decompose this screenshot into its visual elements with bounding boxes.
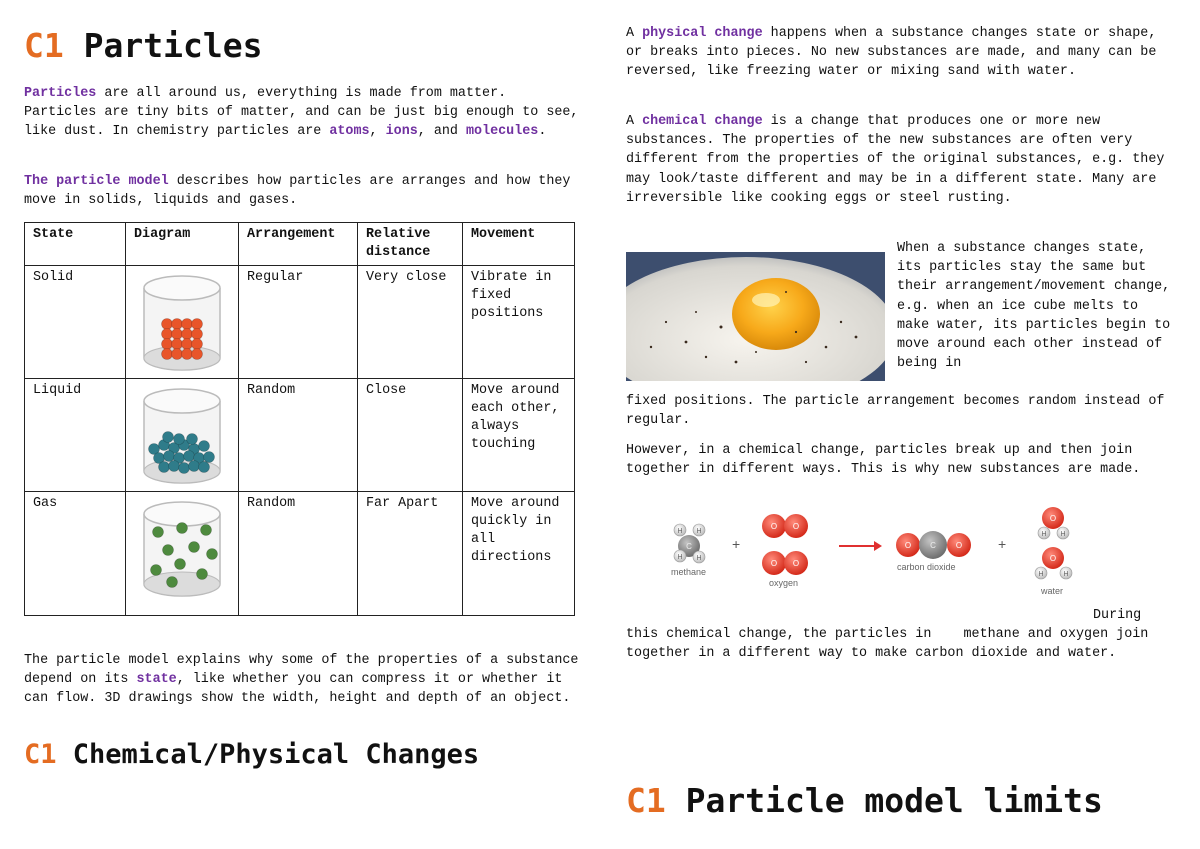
reaction-equation-diagram xyxy=(668,506,1088,598)
however-paragraph: However, in a chemical change, particles break up and then join together in different ways. This is why new substances are made. xyxy=(626,443,1141,478)
gas-particle xyxy=(153,527,164,538)
liquid-particle xyxy=(169,461,180,472)
diagram-cell xyxy=(126,379,239,492)
movement-cell: Move around each other, always touching xyxy=(463,379,575,492)
svg-text:H: H xyxy=(1060,531,1066,538)
table-header-row xyxy=(25,223,575,266)
reaction-arrow xyxy=(839,541,882,551)
solid-particle xyxy=(192,329,203,340)
state-change-side-text: When a substance changes state, its particles stay the same but their arrangement/movement change, e.g. when an ice cube melts to make water, its particles begin to move around each other instead of being in xyxy=(897,241,1171,372)
svg-text:O: O xyxy=(1049,514,1057,523)
solid-particle xyxy=(162,319,173,330)
table-row xyxy=(25,492,575,616)
states-table xyxy=(24,222,575,616)
during-paragraph: this chemical change, the particles in methane and oxygen join together in a different way to make carbon dioxide and water. xyxy=(626,627,1157,662)
state-cell: Solid xyxy=(25,266,126,379)
svg-text:H: H xyxy=(677,528,683,535)
gas-particle xyxy=(197,569,208,580)
gas-particle xyxy=(151,565,162,576)
page-title: C1 Particles xyxy=(24,26,263,65)
solid-particle xyxy=(172,349,183,360)
distance-cell: Very close xyxy=(358,266,463,379)
solid-particle xyxy=(192,349,203,360)
svg-text:H: H xyxy=(696,528,702,535)
svg-text:O: O xyxy=(792,559,800,568)
movement-cell: Move around quickly in all directions xyxy=(463,492,575,616)
svg-text:H: H xyxy=(1038,571,1044,578)
solid-particle xyxy=(182,329,193,340)
chemical-change-paragraph: A chemical change is a change that produces one or more new substances. The properties of the new substances are often very different from the properties of the original substances, e.g. they may look/taste different and may be in a different state. Many are irreversible like cooking eggs or steel rusting. xyxy=(626,114,1165,206)
liquid-particle xyxy=(204,452,215,463)
carbon-dioxide-label: carbon dioxide xyxy=(897,562,956,572)
state-cell: Liquid xyxy=(25,379,126,492)
plus-sign: + xyxy=(732,536,741,552)
header-arrangement: Arrangement xyxy=(239,223,358,266)
solid-particle xyxy=(162,349,173,360)
solid-particle xyxy=(192,319,203,330)
gas-particle xyxy=(189,542,200,553)
solid-particle xyxy=(172,319,183,330)
solid-particle xyxy=(182,349,193,360)
liquid-particle xyxy=(164,451,175,462)
gas-particle xyxy=(207,549,218,560)
svg-text:C: C xyxy=(686,542,692,551)
svg-text:H: H xyxy=(1063,571,1069,578)
gas-particle xyxy=(177,523,188,534)
solid-particle xyxy=(162,329,173,340)
state-change-continued-text: fixed positions. The particle arrangement becomes random instead of regular. xyxy=(626,394,1165,429)
table-row xyxy=(25,379,575,492)
gas-particle xyxy=(163,545,174,556)
arrangement-cell: Regular xyxy=(239,266,358,379)
distance-cell: Far Apart xyxy=(358,492,463,616)
svg-text:H: H xyxy=(677,554,683,561)
distance-cell: Close xyxy=(358,379,463,492)
fried-egg-image xyxy=(626,252,885,381)
oxygen-label: oxygen xyxy=(769,578,799,588)
svg-text:H: H xyxy=(696,555,702,562)
physical-change-paragraph: A physical change happens when a substance changes state or shape, or breaks into pieces. No new substances are made, and many can be reversed, like freezing water or mixing sand with water. xyxy=(626,26,1157,80)
arrangement-cell: Random xyxy=(239,492,358,616)
solid-particle xyxy=(172,329,183,340)
diagram-cell xyxy=(126,492,239,616)
liquid-particle xyxy=(199,441,210,452)
heading-chemical-physical: C1 Chemical/Physical Changes xyxy=(24,739,480,770)
arrangement-cell: Random xyxy=(239,379,358,492)
plus-sign: + xyxy=(998,536,1007,552)
methane-label: methane xyxy=(671,567,707,577)
header-movement: Movement xyxy=(463,223,575,266)
svg-text:O: O xyxy=(904,541,912,550)
liquid-particle xyxy=(163,432,174,443)
particle-model-paragraph: The particle model describes how particles are arranges and how they move in solids, liquids and gases. xyxy=(24,174,571,209)
table-row xyxy=(25,266,575,379)
svg-text:O: O xyxy=(770,559,778,568)
diagram-cell xyxy=(126,266,239,379)
svg-text:O: O xyxy=(770,522,778,531)
during-word: During xyxy=(1093,608,1142,623)
svg-text:O: O xyxy=(955,541,963,550)
solid-particle xyxy=(182,339,193,350)
gas-particle xyxy=(167,577,178,588)
header-state: State xyxy=(25,223,126,266)
gas-jar-diagram xyxy=(132,492,232,604)
liquid-particle xyxy=(184,451,195,462)
liquid-particle xyxy=(187,434,198,445)
header-relative-distance: Relative distance xyxy=(358,223,463,266)
carbon-dioxide-molecule xyxy=(896,531,971,572)
movement-cell: Vibrate in fixed positions xyxy=(463,266,575,379)
gas-particle xyxy=(175,559,186,570)
solid-particle xyxy=(162,339,173,350)
intro-paragraph: Particles are all around us, everything is made from matter. Particles are tiny bits of matter, and can be just big enough to see, like dust. In chemistry particles are atoms, ions, and molecules. xyxy=(24,86,579,140)
solid-jar-diagram xyxy=(132,266,232,378)
solid-particle xyxy=(172,339,183,350)
solid-particle xyxy=(182,319,193,330)
state-cell: Gas xyxy=(25,492,126,616)
liquid-particle xyxy=(174,434,185,445)
svg-text:C: C xyxy=(930,541,936,550)
liquid-particle xyxy=(199,462,210,473)
liquid-particle xyxy=(189,461,200,472)
header-diagram: Diagram xyxy=(126,223,239,266)
solid-particle xyxy=(192,339,203,350)
svg-text:O: O xyxy=(792,522,800,531)
gas-particle xyxy=(201,525,212,536)
heading-particle-model-limits: C1 Particle model limits xyxy=(626,781,1103,820)
svg-text:O: O xyxy=(1049,554,1057,563)
liquid-jar-diagram xyxy=(132,379,232,491)
methane-molecule xyxy=(671,524,706,577)
water-label: water xyxy=(1041,586,1064,596)
explain-paragraph: The particle model explains why some of the properties of a substance depend on its state, like whether you can compress it or whether it can flow. 3D drawings show the width, height and depth of an object. xyxy=(24,653,579,707)
liquid-particle xyxy=(179,463,190,474)
liquid-particle xyxy=(159,462,170,473)
svg-text:H: H xyxy=(1041,531,1047,538)
water-molecules xyxy=(1035,507,1072,596)
oxygen-molecules xyxy=(762,514,808,588)
